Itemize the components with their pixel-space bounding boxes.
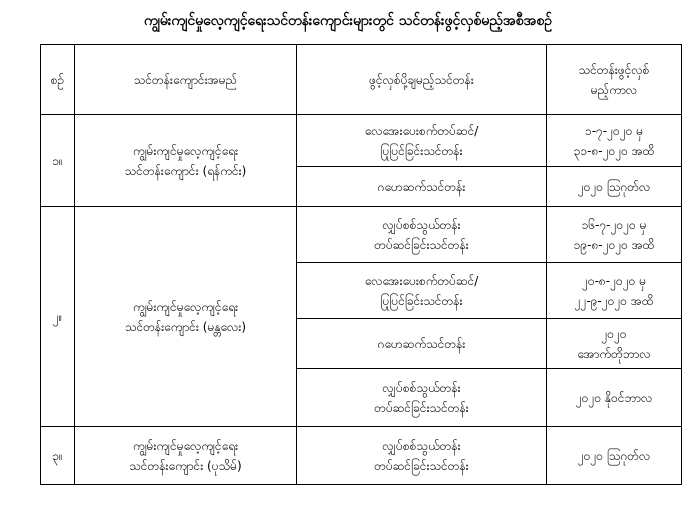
- course-period: [547, 207, 682, 263]
- school-name-line: သင်တန်းကျောင်း (ပုသိမ်): [129, 458, 242, 473]
- course-period-line: ၂၀၂၀: [601, 326, 627, 341]
- course-name: [297, 115, 547, 167]
- course-name-line: လျှပ်စစ်သွယ်တန်း: [382, 217, 461, 232]
- course-name-line: လေအေးပေးစက်တပ်ဆင်/: [364, 273, 479, 288]
- header-period: [547, 45, 682, 115]
- course-name-line: လျှပ်စစ်သွယ်တန်း: [382, 380, 461, 395]
- school-name-line: ကျွမ်းကျင်မှုလေ့ကျင့်ရေး: [132, 299, 239, 314]
- school-name-line: ကျွမ်းကျင်မှုလေ့ကျင့်ရေး: [132, 143, 239, 158]
- course-name: [297, 427, 547, 485]
- school-name-line: ကျွမ်းကျင်မှုလေ့ကျင့်ရေး: [132, 438, 239, 453]
- table-row: [41, 115, 682, 167]
- school-name-line: သင်တန်းကျောင်း (မန္တလေး): [124, 319, 247, 334]
- course-period-line: ၂၀၂၀ ဩဂုတ်လ: [577, 179, 651, 194]
- course-period: [547, 167, 682, 207]
- school-name: [75, 207, 297, 427]
- header-school: သင်တန်းကျောင်းအမည်: [75, 45, 297, 115]
- row-number: ၃။: [41, 427, 75, 485]
- course-period-line: ၂၀၂၀ ဩဂုတ်လ: [577, 448, 651, 463]
- school-name: [75, 427, 297, 485]
- course-name: [297, 263, 547, 319]
- course-name-line: ပြုပြင်ခြင်းသင်တန်း: [380, 293, 463, 308]
- course-name-line: လေအေးပေးစက်တပ်ဆင်/: [364, 123, 479, 138]
- course-period: [547, 369, 682, 427]
- table-header-row: [41, 45, 682, 115]
- header-period-line: သင်တန်းဖွင့်လှစ်: [578, 62, 650, 77]
- course-name: [297, 369, 547, 427]
- course-name-line: တပ်ဆင်ခြင်းသင်တန်း: [374, 400, 469, 415]
- course-name-line: တပ်ဆင်ခြင်းသင်တန်း: [374, 458, 469, 473]
- course-period-line: ၂၀၂၀ နိုဝင်ဘာလ: [575, 390, 653, 405]
- course-period-line: ၁၉-၈-၂၀၂၀ အထိ: [573, 237, 655, 252]
- course-period: [547, 263, 682, 319]
- course-period: [547, 319, 682, 369]
- course-period: [547, 115, 682, 167]
- course-period-line: ၁၆-၇-၂၀၂၀ မှ: [581, 217, 647, 232]
- header-period-line: မည့်ကာလ: [590, 82, 638, 97]
- course-period-line: ၂၀-၈-၂၀၂၀ မှ: [581, 273, 647, 288]
- course-name-line: ဂဟေဆက်သင်တန်း: [377, 179, 466, 194]
- course-name-line: တပ်ဆင်ခြင်းသင်တန်း: [374, 237, 469, 252]
- course-name: [297, 319, 547, 369]
- course-period-line: အောက်တိုဘာလ: [577, 346, 651, 361]
- table-row: [41, 207, 682, 263]
- page-title: ကျွမ်းကျင်မှုလေ့ကျင့်ရေးသင်တန်းကျောင်းများတွင် သင်တန်းဖွင့်လှစ်မည့်အစီအစဉ်: [143, 13, 553, 29]
- header-no: စဉ်: [41, 45, 75, 115]
- course-schedule-table: [40, 44, 682, 485]
- course-period-line: ၁-၇-၂၀၂၀ မှ: [584, 123, 644, 138]
- row-number: ၂။: [41, 207, 75, 427]
- school-name: [75, 115, 297, 207]
- course-period-line: ၃၁-၈-၂၀၂၀ အထိ: [573, 143, 655, 158]
- header-course: ဖွင့်လှစ်ပို့ချမည့်သင်တန်း: [297, 45, 547, 115]
- course-name: [297, 207, 547, 263]
- school-name-line: သင်တန်းကျောင်း (ရန်ကင်း): [124, 163, 247, 178]
- row-number: ၁။: [41, 115, 75, 207]
- course-name-line: လျှပ်စစ်သွယ်တန်း: [382, 438, 461, 453]
- course-name-line: ဂဟေဆက်သင်တန်း: [377, 336, 466, 351]
- course-period: [547, 427, 682, 485]
- table-row: [41, 427, 682, 485]
- course-name: [297, 167, 547, 207]
- course-period-line: ၂၂-၉-၂၀၂၀ အထိ: [574, 293, 654, 308]
- course-name-line: ပြုပြင်ခြင်းသင်တန်း: [380, 143, 463, 158]
